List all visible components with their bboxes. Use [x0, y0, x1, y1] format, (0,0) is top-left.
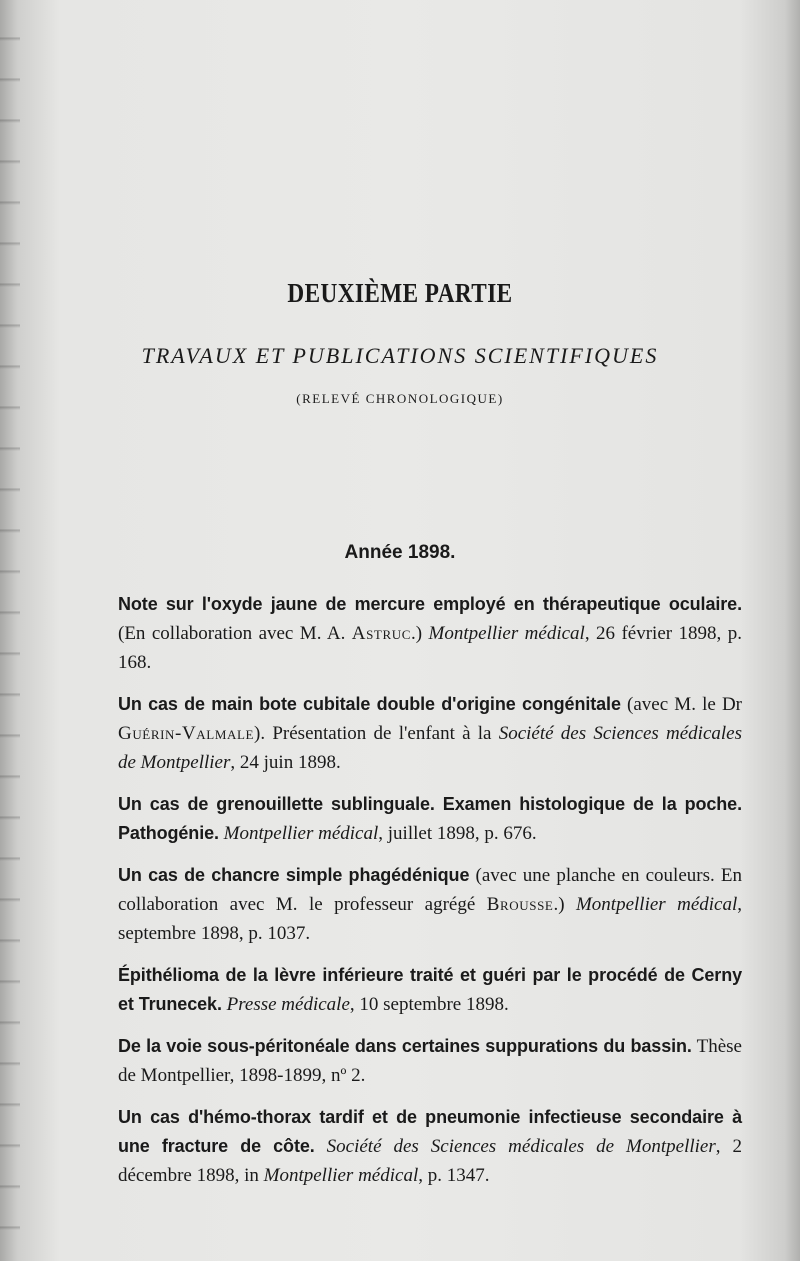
entry-text: .) [553, 894, 576, 915]
entry-text: (En collaboration avec M. A. [118, 623, 352, 644]
entry-author: Astruc [351, 623, 411, 644]
entry-journal: Presse médicale [226, 994, 350, 1015]
entry-text [315, 1136, 327, 1157]
year-heading: Année 1898. [344, 542, 456, 563]
page-header [0, 278, 800, 407]
entry-journal: Montpellier médical [428, 623, 585, 644]
publication-list [118, 590, 742, 1203]
entry-text: Thèse de Montpellier, 1898-1899, nº 2. [118, 1036, 742, 1086]
entry-date: , septembre 1898, p. 1037. [118, 894, 742, 944]
entry-title: De la voie sous-péritonéale dans certaines suppurations du bassin. [118, 1036, 692, 1056]
entry-title: Un cas de chancre simple phagédénique [118, 865, 470, 885]
publication-entry [118, 961, 742, 1019]
entry-date: , p. 1347. [418, 1165, 490, 1186]
entry-text: , 2 décembre 1898, in [118, 1136, 742, 1186]
entry-date: , juillet 1898, p. 676. [378, 823, 537, 844]
section-title: TRAVAUX ET PUBLICATIONS SCIENTIFIQUES [141, 343, 659, 368]
part-title: DEUXIÈME PARTIE [287, 278, 513, 308]
entry-date: , 10 septembre 1898. [349, 994, 509, 1015]
entry-title: Un cas de grenouillette sublinguale. Examen histologique de la poche. Pathogénie. [118, 794, 742, 843]
entry-journal: Société des Sciences médicales de Montpellier [118, 723, 742, 773]
entry-text: .) [411, 623, 429, 644]
entry-title: Note sur l'oxyde jaune de mercure employé en thérapeutique oculaire. [118, 594, 742, 614]
entry-title: Un cas d'hémo-thorax tardif et de pneumonie infectieuse secondaire à une fracture de côte. [118, 1107, 742, 1156]
publication-entry [118, 790, 742, 848]
publication-entry [118, 590, 742, 677]
entry-title: Épithélioma de la lèvre inférieure traité et guéri par le procédé de Cerny et Trunecek. [118, 965, 742, 1014]
entry-text: (avec M. le Dr [620, 694, 743, 715]
publication-entry [118, 1103, 742, 1190]
publication-entry [118, 1032, 742, 1090]
publication-entry [118, 690, 742, 777]
entry-date: , 26 février 1898, p. 168. [118, 623, 742, 673]
entry-date: , 24 juin 1898. [230, 752, 341, 773]
entry-journal: Montpellier médical [263, 1165, 419, 1186]
publication-entry [118, 861, 742, 948]
entry-text: (avec une planche en couleurs. En collaboration avec M. le professeur agrégé [118, 865, 742, 915]
section-subtitle: (RELEVÉ CHRONOLOGIQUE) [296, 391, 504, 406]
entry-journal: Montpellier médical [223, 823, 379, 844]
entry-journal: Montpellier médical [575, 894, 738, 915]
page-edge-shadow [0, 0, 20, 1261]
entry-title: Un cas de main bote cubitale double d'origine congénitale [118, 694, 621, 714]
entry-author: Brousse [486, 894, 554, 915]
entry-author: Guérin-Valmale [118, 723, 255, 744]
entry-text: ). Présentation de l'enfant à la [254, 723, 499, 744]
entry-journal: Société des Sciences médicales de Montpellier [326, 1136, 716, 1157]
